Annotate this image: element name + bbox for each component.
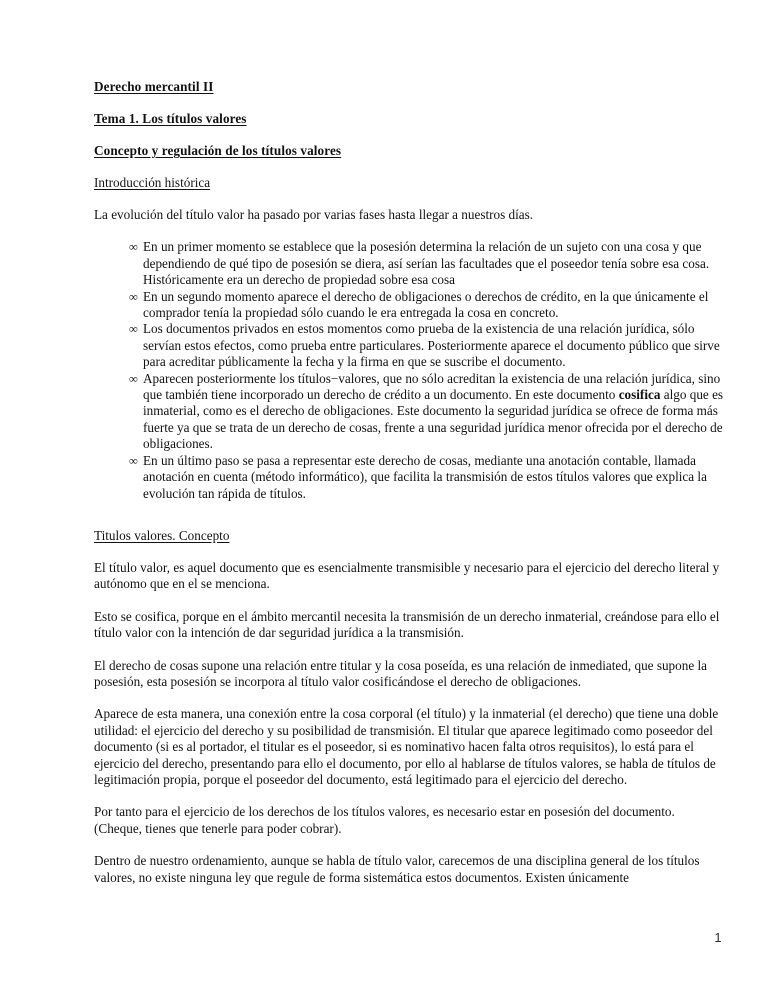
heading-subsection-historical-intro bbox=[94, 175, 724, 190]
intro-paragraph: La evolución del título valor ha pasado por varias fases hasta llegar a nuestros días. bbox=[94, 207, 534, 222]
list-item-emphasis-cosifica: cosifica bbox=[618, 387, 661, 403]
list-item bbox=[129, 239, 724, 288]
infinity-bullet-icon: ∞ bbox=[129, 289, 138, 304]
infinity-bullet-icon: ∞ bbox=[129, 240, 138, 255]
list-item bbox=[129, 321, 724, 370]
heading-subsection-historical-intro-text: Introducción histórica bbox=[94, 175, 211, 190]
infinity-bullet-icon: ∞ bbox=[129, 371, 138, 386]
heading-course bbox=[94, 79, 724, 94]
paragraph-cosificacion: Esto se cosifica, porque en el ámbito mercantil necesita la transmisión de un derecho inmaterial, creándose para ello el título valor con la intención de dar seguridad jurídica a la transmisión. bbox=[94, 608, 720, 641]
heading-topic bbox=[94, 111, 724, 126]
list-item-text: Los documentos privados en estos momentos como prueba de la existencia de una relación jurídica, sólo servían estos efectos, como prueba entre particulares. Posteriormente aparece el documento público que sirve para acreditar públicamente la fecha y la firma en que se suscribe el documento. bbox=[143, 321, 720, 370]
list-item-text: En un primer momento se establece que la posesión determina la relación de un sujeto con una cosa y que dependiendo de qué tipo de posesión se diera, así serían las facultades que el poseedor tenía sobre esa cosa. Históricamente era un derecho de propiedad sobre esa cosa bbox=[143, 239, 710, 288]
heading-subsection-concept-text: Titulos valores. Concepto bbox=[94, 527, 230, 543]
list-item-text: En un segundo momento aparece el derecho de obligaciones o derechos de crédito, en la que únicamente el comprador tenía la propiedad sólo cuando le era entregada la cosa en concreto. bbox=[143, 288, 709, 321]
document-body bbox=[94, 79, 724, 886]
list-item-text: En un último paso se pasa a representar este derecho de cosas, mediante una anotación contable, llamada anotación en cuenta (método informático), que facilita la transmisión de estos títulos valores que explica la evolución tan rápida de títulos. bbox=[143, 452, 707, 501]
list-item bbox=[129, 289, 724, 322]
list-item bbox=[129, 453, 724, 502]
infinity-bullet-icon: ∞ bbox=[129, 453, 138, 468]
infinity-bullet-icon: ∞ bbox=[129, 322, 138, 337]
paragraph-posesion-documento: Por tanto para el ejercicio de los derechos de los títulos valores, es necesario estar en posesión del documento. (Cheque, tienes que tenerle para poder cobrar). bbox=[94, 804, 675, 836]
paragraph-derecho-de-cosas: El derecho de cosas supone una relación entre titular y la cosa poseída, es una relación de inmediated, que supone la posesión, esta posesión se incorpora al título valor cosificándose el derecho de obligaciones. bbox=[94, 657, 707, 689]
historical-phases-list bbox=[94, 239, 724, 502]
list-item-text-after-emphasis: algo que es inmaterial, como es el derecho de obligaciones. Este documento la seguridad jurídica se ofrece de forma más fuerte ya que se trata de un derecho de cosas, frente a una seguridad jurídica menor ofrecida por el derecho de obligaciones. bbox=[143, 387, 724, 452]
list-item bbox=[129, 371, 724, 453]
heading-subsection-concept bbox=[94, 528, 724, 543]
page-number: 1 bbox=[714, 930, 722, 945]
paragraph-definition: El título valor, es aquel documento que es esencialmente transmisible y necesario para el ejercicio del derecho literal y autónomo que en el se menciona. bbox=[94, 559, 720, 592]
paragraph-conexion-doble-utilidad: Aparece de esta manera, una conexión entre la cosa corporal (el título) y la inmaterial (el derecho) que tiene una doble utilidad: el ejercicio del derecho y su posibilidad de transmisión. El titular que aparece legitimado como poseedor del documento (si es al portador, el titular es el poseedor, si es nominativo hacen falta otros requisitos), lo está para el ejercicio del derecho, presentando para ello el documento, por ello al hablarse de títulos valores, se habla de títulos de legitimación propia, porque el poseedor del documento, está legitimado para el ejercicio del derecho. bbox=[94, 706, 719, 787]
list-item-text-before-emphasis: Aparecen posteriormente los títulos−valores, que no sólo acreditan la existencia de una relación jurídica, sino que también tiene incorporado un derecho de crédito a un documento. En este documento bbox=[143, 370, 721, 403]
heading-course-text: Derecho mercantil II bbox=[94, 79, 214, 94]
heading-section bbox=[94, 143, 724, 158]
heading-section-text: Concepto y regulación de los títulos valores bbox=[94, 143, 342, 158]
heading-topic-text: Tema 1. Los títulos valores bbox=[94, 111, 247, 126]
paragraph-ordenamiento: Dentro de nuestro ordenamiento, aunque se habla de título valor, carecemos de una disciplina general de los títulos valores, no existe ninguna ley que regule de forma sistemática estos documentos. Existen únicamente bbox=[94, 853, 700, 885]
